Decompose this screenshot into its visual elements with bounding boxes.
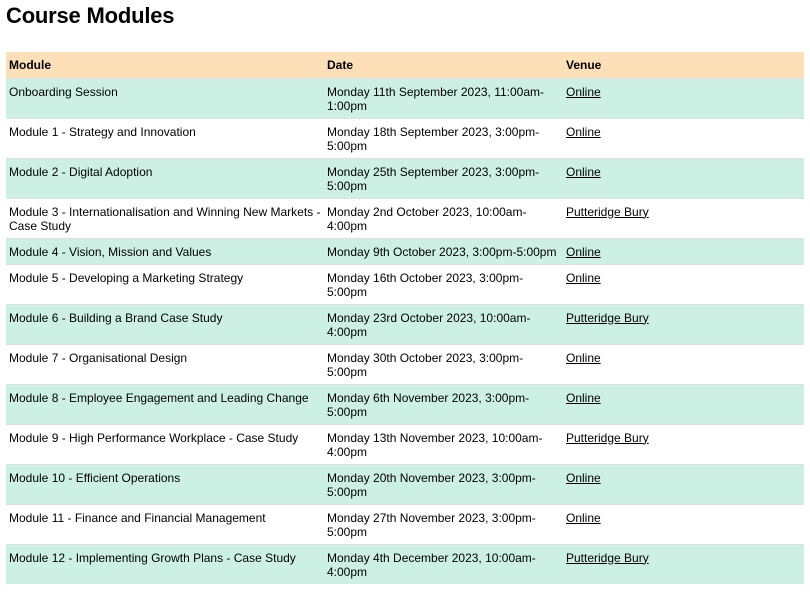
- module-cell: Module 1 - Strategy and Innovation: [6, 118, 324, 158]
- venue-cell: [563, 384, 804, 424]
- venue-link[interactable]: Online: [566, 470, 601, 485]
- venue-link[interactable]: Online: [566, 270, 601, 285]
- table-row: [6, 424, 804, 464]
- table-row: [6, 544, 804, 584]
- module-cell: Module 10 - Efficient Operations: [6, 464, 324, 504]
- venue-link[interactable]: Online: [566, 350, 601, 365]
- venue-cell: [563, 344, 804, 384]
- module-cell: Module 6 - Building a Brand Case Study: [6, 304, 324, 344]
- table-row: [6, 464, 804, 504]
- page-title: Course Modules: [6, 3, 175, 28]
- table-row: [6, 78, 804, 118]
- venue-link[interactable]: Putteridge Bury: [566, 550, 649, 565]
- table-header-row: [6, 52, 804, 78]
- venue-cell: [563, 118, 804, 158]
- venue-cell: [563, 238, 804, 264]
- venue-cell: [563, 78, 804, 118]
- module-cell: Module 8 - Employee Engagement and Leading Change: [6, 384, 324, 424]
- venue-link[interactable]: Online: [566, 164, 601, 179]
- venue-cell: [563, 304, 804, 344]
- table-row: [6, 158, 804, 198]
- table-row: [6, 198, 804, 238]
- date-cell: Monday 2nd October 2023, 10:00am-4:00pm: [324, 198, 563, 238]
- table-row: [6, 264, 804, 304]
- table-row: [6, 304, 804, 344]
- module-cell: Module 11 - Finance and Financial Management: [6, 504, 324, 544]
- module-cell: Onboarding Session: [6, 78, 324, 118]
- table-row: [6, 118, 804, 158]
- venue-cell: [563, 424, 804, 464]
- date-cell: Monday 9th October 2023, 3:00pm-5:00pm: [324, 238, 563, 264]
- table-row: [6, 238, 804, 264]
- date-cell: Monday 6th November 2023, 3:00pm-5:00pm: [324, 384, 563, 424]
- table-row: [6, 504, 804, 544]
- header-date: Date: [324, 52, 563, 78]
- date-cell: Monday 18th September 2023, 3:00pm-5:00pm: [324, 118, 563, 158]
- header-module: Module: [6, 52, 324, 78]
- date-cell: Monday 4th December 2023, 10:00am-4:00pm: [324, 544, 563, 584]
- venue-cell: [563, 504, 804, 544]
- venue-link[interactable]: Putteridge Bury: [566, 310, 649, 325]
- module-cell: Module 12 - Implementing Growth Plans - Case Study: [6, 544, 324, 584]
- venue-cell: [563, 264, 804, 304]
- table-row: [6, 344, 804, 384]
- module-cell: Module 4 - Vision, Mission and Values: [6, 238, 324, 264]
- date-cell: Monday 27th November 2023, 3:00pm-5:00pm: [324, 504, 563, 544]
- venue-link[interactable]: Online: [566, 390, 601, 405]
- venue-link[interactable]: Online: [566, 124, 601, 139]
- venue-link[interactable]: Online: [566, 244, 601, 259]
- table-row: [6, 384, 804, 424]
- venue-link[interactable]: Putteridge Bury: [566, 204, 649, 219]
- date-cell: Monday 16th October 2023, 3:00pm-5:00pm: [324, 264, 563, 304]
- module-cell: Module 9 - High Performance Workplace - Case Study: [6, 424, 324, 464]
- module-cell: Module 5 - Developing a Marketing Strategy: [6, 264, 324, 304]
- venue-cell: [563, 464, 804, 504]
- date-cell: Monday 30th October 2023, 3:00pm-5:00pm: [324, 344, 563, 384]
- date-cell: Monday 20th November 2023, 3:00pm-5:00pm: [324, 464, 563, 504]
- venue-cell: [563, 158, 804, 198]
- date-cell: Monday 13th November 2023, 10:00am-4:00pm: [324, 424, 563, 464]
- venue-link[interactable]: Putteridge Bury: [566, 430, 649, 445]
- venue-link[interactable]: Online: [566, 510, 601, 525]
- module-cell: Module 2 - Digital Adoption: [6, 158, 324, 198]
- course-modules-table: [6, 52, 804, 584]
- date-cell: Monday 25th September 2023, 3:00pm-5:00pm: [324, 158, 563, 198]
- venue-cell: [563, 198, 804, 238]
- date-cell: Monday 11th September 2023, 11:00am-1:00pm: [324, 78, 563, 118]
- module-cell: Module 7 - Organisational Design: [6, 344, 324, 384]
- module-cell: Module 3 - Internationalisation and Winning New Markets - Case Study: [6, 198, 324, 238]
- date-cell: Monday 23rd October 2023, 10:00am-4:00pm: [324, 304, 563, 344]
- venue-cell: [563, 544, 804, 584]
- venue-link[interactable]: Online: [566, 84, 601, 99]
- header-venue: Venue: [563, 52, 804, 78]
